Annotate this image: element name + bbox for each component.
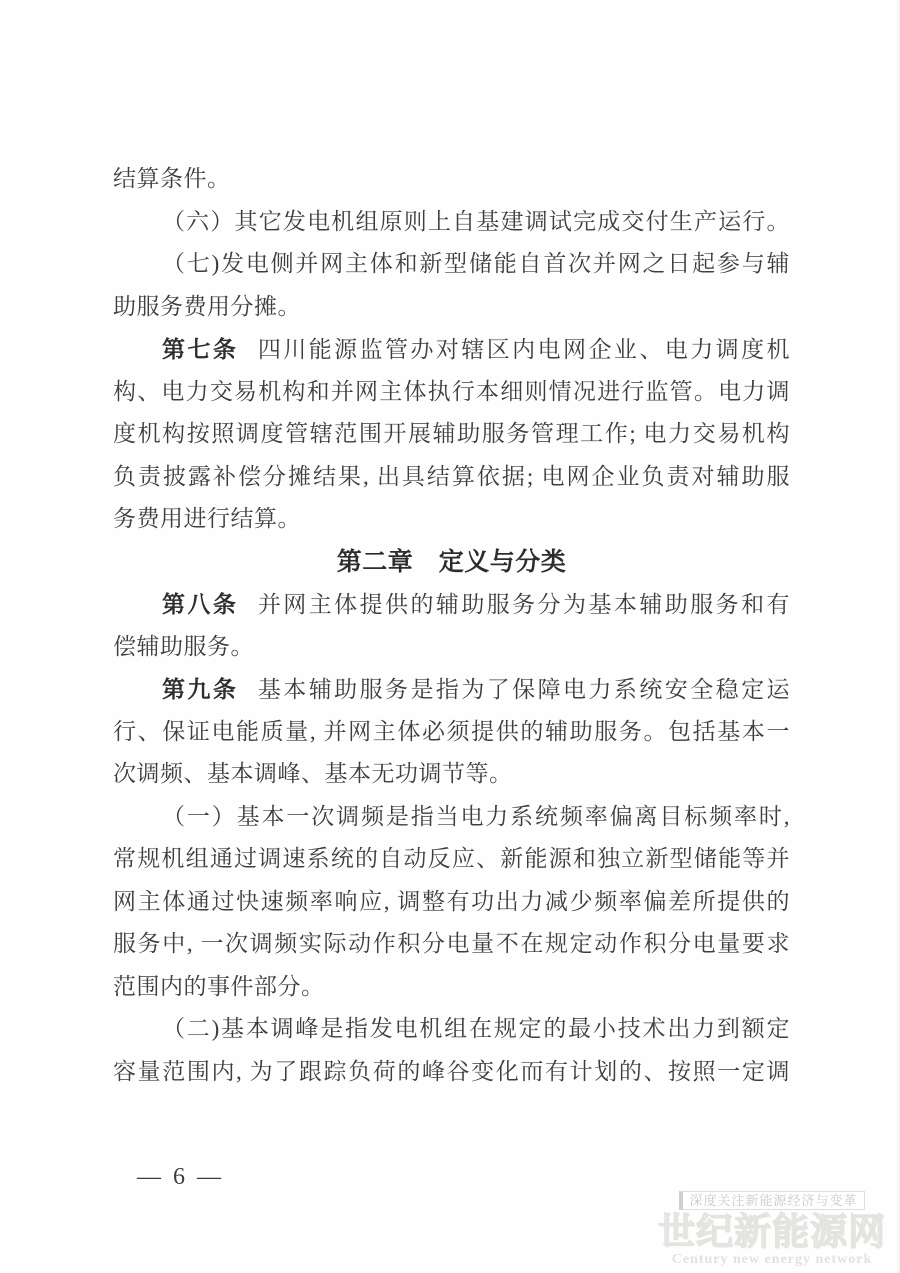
document-line: 行、保证电能质量, 并网主体必须提供的辅助服务。包括基本一 [113,718,790,744]
line-text: 基本辅助服务是指为了保障电力系统安全稳定运 [257,677,790,702]
document-line: 负责披露补偿分摊结果, 出具结算依据; 电网企业负责对辅助服 [113,463,790,489]
watermark-title: 世纪新能源网 [658,1211,886,1252]
document-line: 网主体通过快速频率响应, 调整有功出力减少频率偏差所提供的 [113,888,790,914]
document-line: 度机构按照调度管辖范围开展辅助服务管理工作; 电力交易机构 [113,421,790,446]
document-line: 服务中, 一次调频实际动作积分电量不在规定动作积分电量要求 [113,931,790,956]
watermark-subtitle: Century new energy network [671,1252,873,1267]
document-line [113,328,790,371]
article-number: 第七条 [162,336,239,362]
document-line: （一）基本一次调频是指当电力系统频率偏离目标频率时, [162,803,790,829]
document-line [113,583,790,626]
watermark-slogan: 深度关注新能源经济与变革 [679,1191,864,1210]
watermark [654,1191,890,1268]
document-line: 次调频、基本调峰、基本无功调节等。 [113,761,513,786]
document-line [113,668,790,711]
chapter-heading: 第二章 定义与分类 [336,547,567,576]
document-line: 构、电力交易机构和并网主体执行本细则情况进行监管。电力调 [113,378,790,404]
document-line: 结算条件。 [113,166,231,191]
page-number: — 6 — [137,1164,224,1190]
document-line: （七)发电侧并网主体和新型储能自首次并网之日起参与辅 [162,251,790,276]
document-line: （六）其它发电机组原则上自基建调试完成交付生产运行。 [162,208,790,234]
document-line: 务费用进行结算。 [113,506,301,531]
article-number: 第八条 [162,591,239,617]
document-line: 助服务费用分摊。 [113,293,301,319]
document-line: 偿辅助服务。 [113,633,254,659]
document-line: 容量范围内, 为了跟踪负荷的峰谷变化而有计划的、按照一定调 [113,1058,790,1084]
line-text: 四川能源监管办对辖区内电网企业、电力调度机 [257,337,790,362]
document-line: （二)基本调峰是指发电机组在规定的最小技术出力到额定 [162,1016,790,1041]
document-body [113,158,790,1093]
article-number: 第九条 [162,676,239,702]
document-line: 常规机组通过调速系统的自动反应、新能源和独立新型储能等并 [113,846,790,871]
document-line: 范围内的事件部分。 [113,973,325,999]
line-text: 并网主体提供的辅助服务分为基本辅助服务和有 [257,592,790,617]
